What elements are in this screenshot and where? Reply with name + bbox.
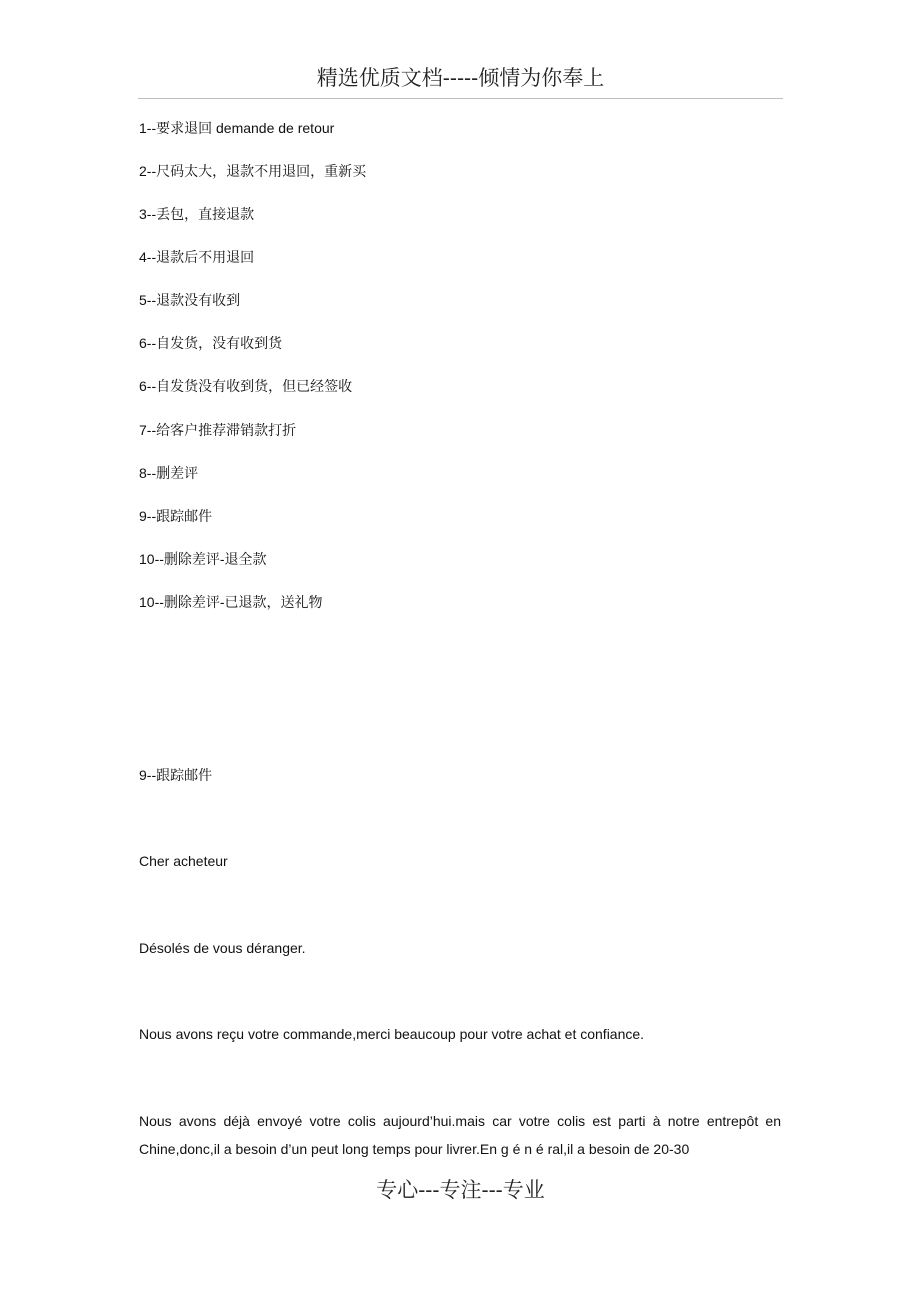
- toc-item: 3--丢包，直接退款: [139, 206, 255, 222]
- letter-apology: Désolés de vous déranger.: [139, 940, 306, 956]
- page-footer-text: 专心---专注---专业: [376, 1178, 545, 1202]
- toc-item: 10--删除差评-已退款，送礼物: [139, 594, 323, 610]
- toc-item: 1--要求退回 demande de retour: [139, 120, 335, 136]
- letter-thanks: Nous avons reçu votre commande,merci beaucoup pour votre achat et confiance.: [139, 1026, 645, 1042]
- toc-item: 9--跟踪邮件: [139, 508, 213, 524]
- letter-body-paragraph: Nous avons déjà envoyé votre colis aujourd’hui.mais car votre colis est parti à notre entrepôt en Chine,donc,il a besoin d’un peut long temps pour livrer.En g é n é ral,il a besoin de 20-30: [139, 1113, 781, 1157]
- toc-item: 6--自发货没有收到货，但已经签收: [139, 378, 353, 394]
- toc-item: 2--尺码太大，退款不用退回，重新买: [139, 163, 367, 179]
- toc-item: 8--删差评: [139, 465, 199, 481]
- toc-item: 4--退款后不用退回: [139, 249, 255, 265]
- page-header-title: 精选优质文档-----倾情为你奉上: [316, 66, 605, 90]
- header-divider: [138, 98, 783, 99]
- section-heading: 9--跟踪邮件: [139, 767, 213, 783]
- letter-greeting: Cher acheteur: [139, 853, 228, 869]
- toc-item: 10--删除差评-退全款: [139, 551, 267, 567]
- toc-item: 5--退款没有收到: [139, 292, 241, 308]
- toc-item: 6--自发货，没有收到货: [139, 335, 283, 351]
- toc-item: 7--给客户推荐滞销款打折: [139, 422, 297, 438]
